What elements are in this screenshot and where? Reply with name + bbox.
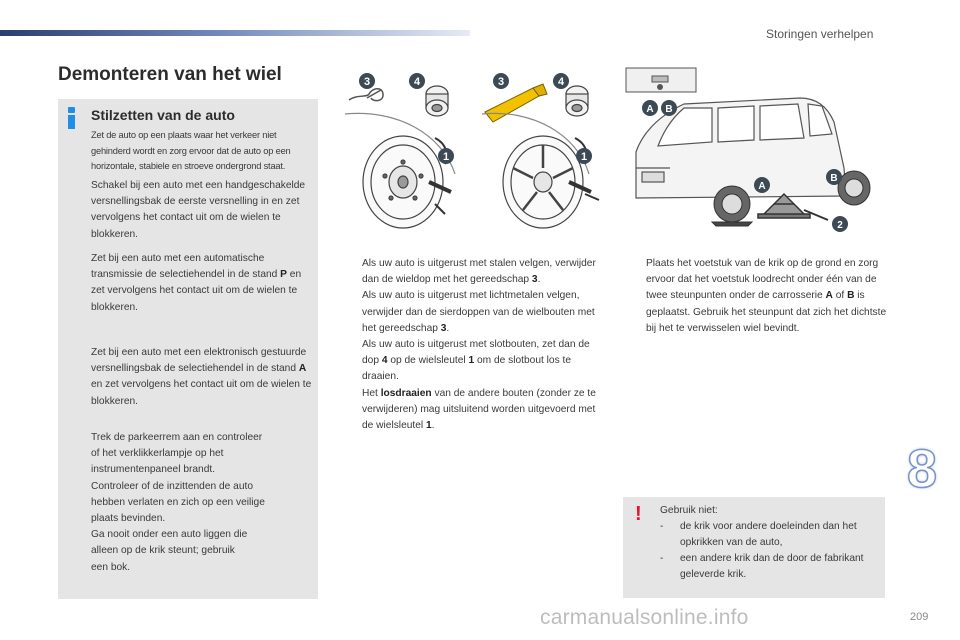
rear-wheel-icon	[838, 171, 870, 205]
callout-4-right-label: 4	[557, 76, 565, 88]
right-bullet-list	[625, 256, 887, 337]
page-title: Demonteren van het wiel	[58, 64, 282, 85]
warning-item: - de krik voor andere doeleinden dan het opkrikken van de auto,	[660, 521, 857, 548]
locking-socket-icon	[566, 86, 588, 116]
callout-1-left-label: 1	[442, 151, 450, 163]
callout-1-right-label: 1	[580, 151, 588, 163]
callout-3-left-label: 3	[363, 76, 371, 88]
page-number: 209	[910, 611, 929, 623]
callout-b-diagram-label: B	[665, 104, 673, 115]
center-bullet-list	[341, 256, 607, 434]
header-gradient-bar	[0, 30, 470, 36]
warning-heading: Gebruik niet:	[660, 505, 718, 516]
callout-4-left-label: 4	[413, 76, 421, 88]
warning-item: - een andere krik dan de door de fabrikant geleverde krik.	[660, 553, 864, 580]
warning-box	[623, 497, 885, 598]
info-box-lead: Zet de auto op een plaats waar het verkeer niet gehinderd wordt en zorg ervoor dat de auto op een horizontale, stabiele en stroeve ondergrond staat.	[91, 130, 291, 171]
callout-2-van-label: 2	[837, 220, 843, 231]
wheel-removal-illustration	[337, 64, 609, 240]
callout-3-right-label: 3	[497, 76, 505, 88]
warning-icon: !	[635, 503, 642, 525]
para-manual-transmission: Schakel bij een auto met een handgeschakelde versnellingsbak de eerste versnelling in en zet vervolgens het contact uit om de wielen te blokkeren.	[91, 180, 306, 240]
chapter-number: 8	[906, 439, 938, 499]
callout-a-diagram-label: A	[646, 104, 654, 115]
jack-point-diagram-icon	[626, 68, 696, 92]
list-item: Als uw auto is uitgerust met stalen velgen, verwijder dan de wieldop met het gereedschap 3.	[362, 258, 596, 286]
para-electronic-gearbox: Zet bij een auto met een elektronisch gestuurde versnellingsbak de selectiehendel in de stand A en zet vervolgens het contact uit om de wielen te blokkeren.	[91, 347, 312, 407]
list-item: Als uw auto is uitgerust met slotbouten, zet dan de dop 4 op de wielsleutel 1 om de slotbout los te draaien.	[362, 339, 590, 383]
footer-watermark: carmanualsonline.info	[540, 606, 749, 629]
list-item: Het losdraaien van de andere bouten (zonder ze te verwijderen) mag uitsluitend worden uitgevoerd met de wielsleutel 1.	[362, 387, 596, 432]
list-item: Plaats het voetstuk van de krik op de grond en zorg ervoor dat het voetstuk loodrecht onder één van de twee steunpunten onder de carrosserie A of B is geplaatst. Gebruik het steunpunt dat zich het dichtste bij het te verwisselen wiel bevindt.	[646, 258, 887, 334]
callout-a-van-label: A	[758, 181, 766, 192]
para-automatic-transmission: Zet bij een auto met een automatische transmissie de selectiehendel in de stand P en zet vervolgens het contact uit om de wielen te blokkeren.	[91, 253, 302, 313]
list-item: Als uw auto is uitgerust met lichtmetalen velgen, verwijder dan de sierdoppen van de wielbouten met het gereedschap 3.	[362, 290, 595, 334]
info-box	[58, 99, 318, 599]
section-title: Storingen verhelpen	[766, 27, 874, 41]
info-icon	[66, 107, 78, 129]
callout-b-van-label: B	[830, 173, 838, 184]
info-box-heading: Stilzetten van de auto	[91, 107, 235, 123]
para-parking-brake: Trek de parkeerrem aan en controleer of het verklikkerlampje op het instrumentenpaneel brandt. Controleer of de inzittenden de auto hebben verlaten en zich op een veilige plaats bevinden. Ga nooit onder een auto liggen die alleen op de krik steunt; gebruik een bok.	[91, 432, 265, 573]
socket-icon	[426, 86, 448, 116]
van-jack-illustration	[622, 64, 886, 240]
